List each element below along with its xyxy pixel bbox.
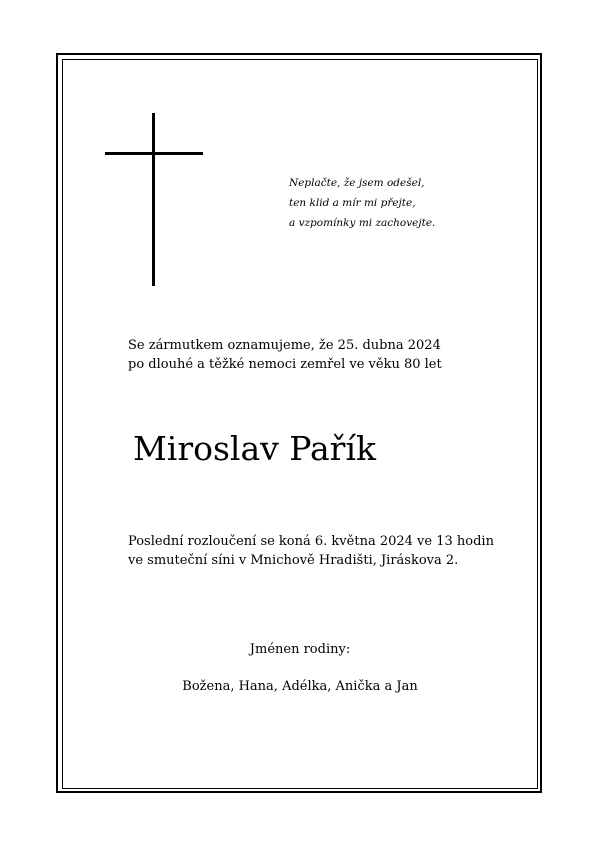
family-label: Jménen rodiny: [249,642,351,657]
poem-line: Neplačte, že jsem odešel, [289,177,425,189]
farewell-line: Poslední rozloučení se koná 6. května 2024 ve 13 hodin [128,534,494,549]
announcement-line: po dlouhé a těžké nemoci zemřel ve věku 80 let [128,357,442,372]
death-announcement [128,336,442,374]
deceased-name: Miroslav Pařík [133,429,377,468]
announcement-line: Se zármutkem oznamujeme, že 25. dubna 2024 [128,338,441,353]
poem-line: ten klid a mír mi přejte, [289,197,416,209]
cross-icon [105,113,203,286]
cross-vertical-bar [152,113,155,286]
funeral-details [128,532,494,570]
memorial-poem [289,173,435,233]
cross-horizontal-bar [105,152,203,155]
family-names: Božena, Hana, Adélka, Anička a Jan [182,679,418,694]
poem-line: a vzpomínky mi zachovejte. [289,217,436,229]
farewell-line: ve smuteční síni v Mnichově Hradišti, Jiráskova 2. [128,553,459,568]
